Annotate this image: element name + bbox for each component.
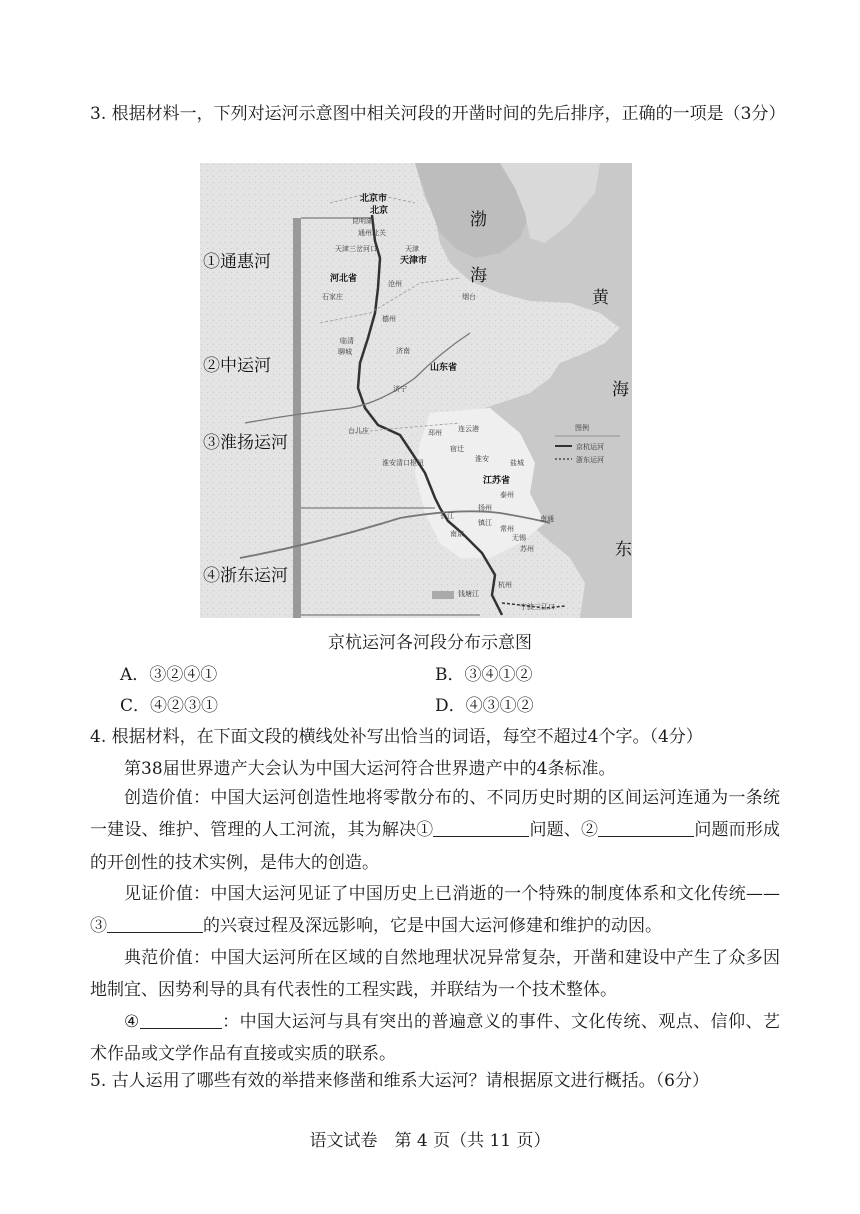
q4-p1-text-c: 问题而形成的开创性的技术实例，是伟大的创造。 <box>90 820 781 873</box>
place-liaocheng: 聊城 <box>338 348 352 356</box>
place-tianjin-city: 天津市 <box>400 256 428 266</box>
q4-p4-text-b: ：中国大运河与具有突出的普遍意义的事件、文化传统、观点、信仰、艺术作品或文学作品有直接或实质的联系。 <box>90 1012 780 1065</box>
place-tongzhou: 通州北关 <box>358 229 386 237</box>
place-pizhou: 邳州 <box>428 429 442 437</box>
q4-p2-text-a: 见证价值：中国大运河见证了中国历史上已消逝的一个特殊的制度体系和文化传统——③ <box>90 884 780 937</box>
option-a <box>120 664 217 686</box>
place-zhenjiang: 镇江 <box>478 519 492 527</box>
option-letter: B． <box>435 665 465 685</box>
option-letter: D． <box>435 696 466 716</box>
place-ningbo: 宁波三江口 <box>520 603 555 611</box>
blank-1[interactable] <box>433 820 529 837</box>
place-jining: 济宁 <box>393 385 407 393</box>
place-huaian: 淮安 <box>475 455 489 463</box>
q4-creative-value <box>90 782 780 879</box>
place-shandong: 山东省 <box>430 363 458 373</box>
place-nantong: 南通 <box>540 515 554 523</box>
segment-label-huaiyang: ③淮扬运河 <box>203 433 288 453</box>
place-qiantang: 钱塘江 <box>458 590 479 598</box>
place-nanjing: 南京 <box>450 530 464 538</box>
question-5-stem: 5. 古人运用了哪些有效的举措来修凿和维系大运河？请根据原文进行概括。（6分） <box>90 1071 709 1091</box>
segment-label-tonghui: ①通惠河 <box>203 252 271 272</box>
q4-p2-text-b: 的兴衰过程及深远影响，它是中国大运河修建和维护的动因。 <box>203 916 662 937</box>
question-4-stem: 4. 根据材料，在下面文段的横线处补写出恰当的词语，每空不超过4个字。（4分） <box>90 727 703 747</box>
blank-2[interactable] <box>598 820 694 837</box>
place-cangzhou: 沧州 <box>388 280 402 288</box>
option-letter: A． <box>120 665 150 685</box>
place-suqian: 宿迁 <box>450 445 464 453</box>
question-3-stem: 3. 根据材料一，下列对运河示意图中相关河段的开凿时间的先后排序，正确的一项是（3分） <box>90 104 786 124</box>
option-b <box>435 664 533 686</box>
q4-witness-value <box>90 878 780 943</box>
legend-jinghang: 京杭运河 <box>576 443 604 451</box>
place-lianyungang: 连云港 <box>458 425 479 433</box>
place-jinan: 济南 <box>396 347 410 355</box>
sea-label-hai1: 海 <box>470 266 487 286</box>
place-linqing: 临清 <box>340 337 354 345</box>
place-huaian-junction: 淮安清口枢纽 <box>382 459 424 467</box>
option-letter: C． <box>120 696 151 716</box>
place-beijing-city: 北京市 <box>360 194 388 204</box>
page-footer: 语文试卷 第 4 页（共 11 页） <box>309 1131 551 1151</box>
q4-p1-text-b: 问题、② <box>529 820 599 841</box>
sea-label-huang: 黄 <box>592 288 609 308</box>
sea-label-bo: 渤 <box>470 210 487 230</box>
place-hangzhou: 杭州 <box>498 581 512 589</box>
sea-label-dong: 东 <box>615 540 632 560</box>
segment-label-zhedong: ④浙东运河 <box>203 566 288 586</box>
place-beijing: 北京 <box>370 206 389 216</box>
map-svg <box>200 163 632 618</box>
timeline-bar <box>293 218 301 618</box>
place-dezhou: 德州 <box>382 315 396 323</box>
option-text: ③②④① <box>149 665 218 685</box>
segment-label-zhongyun: ②中运河 <box>203 356 271 376</box>
place-yantai: 烟台 <box>462 293 476 301</box>
option-text: ④③①② <box>465 696 534 716</box>
place-changjiang: 长江 <box>440 512 454 520</box>
place-suzhou: 苏州 <box>520 545 534 553</box>
blank-3[interactable] <box>107 916 203 933</box>
place-yangzhou: 扬州 <box>478 504 492 512</box>
place-shijiazhuang: 石家庄 <box>322 293 343 301</box>
place-hebei: 河北省 <box>330 274 358 284</box>
blank-4[interactable] <box>140 1012 222 1029</box>
place-taierzhuang: 台儿庄 <box>348 427 369 435</box>
q4-p4-text-a: ④ <box>124 1012 140 1032</box>
option-c <box>120 695 218 717</box>
q4-intro: 第38届世界遗产大会认为中国大运河符合世界遗产中的4条标准。 <box>124 759 616 779</box>
option-text: ③④①② <box>464 665 533 685</box>
place-taizhou: 泰州 <box>500 491 514 499</box>
legend-zhedong: 浙东运河 <box>576 456 604 464</box>
q4-model-value: 典范价值：中国大运河所在区域的自然地理状况异常复杂，开凿和建设中产生了众多因地制宜、因势利导的具有代表性的工程实践，并联结为一个技术整体。 <box>90 948 780 1001</box>
place-kunming: 昆明湖 <box>352 217 373 225</box>
option-d <box>435 695 534 717</box>
sea-label-hai2: 海 <box>612 380 629 400</box>
place-tianjin: 天津 <box>405 245 419 253</box>
place-yancheng: 盐城 <box>510 459 524 467</box>
q4-association-value <box>90 1006 780 1071</box>
legend-title: 图例 <box>575 424 589 432</box>
place-changzhou: 常州 <box>500 525 514 533</box>
place-wuxi: 无锡 <box>512 534 526 542</box>
map-caption: 京杭运河各河段分布示意图 <box>328 633 532 653</box>
option-text: ④②③① <box>150 696 219 716</box>
place-tianjin-junction: 天津三岔河口 <box>335 245 377 253</box>
q4-p1-text-a: 创造价值：中国大运河创造性地将零散分布的、不同历史时期的区间运河连通为一条统一建设、维护、管理的人工河流，其为解决① <box>90 788 780 841</box>
grand-canal-map <box>200 163 632 618</box>
place-jiangsu: 江苏省 <box>483 476 511 486</box>
